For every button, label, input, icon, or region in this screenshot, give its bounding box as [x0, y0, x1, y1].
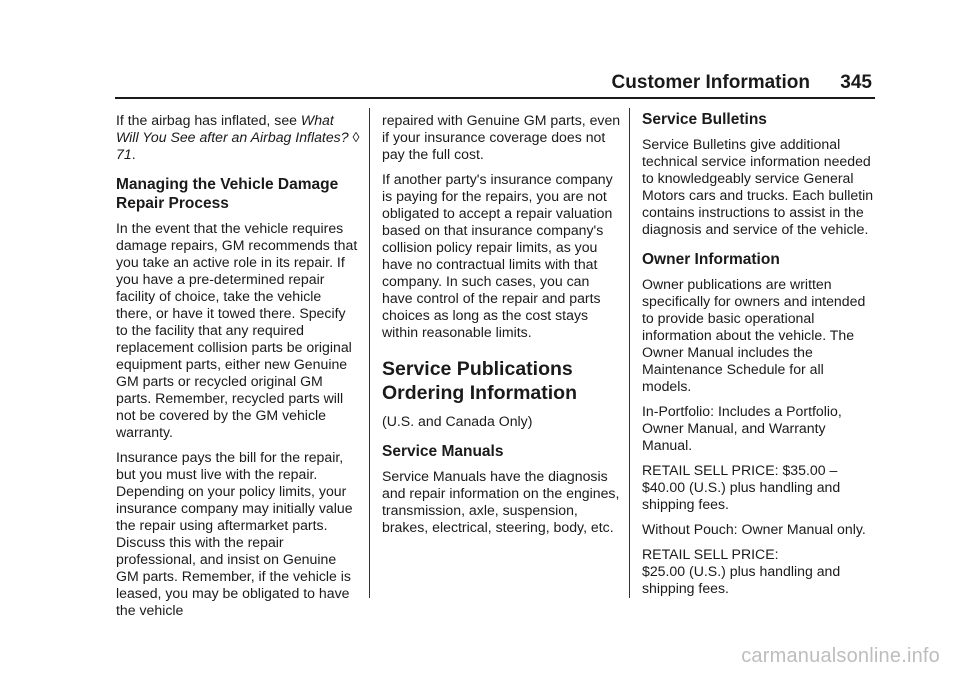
page-ref-number[interactable]: 71 — [116, 146, 132, 162]
paragraph: If another party's insurance company is paying for the repairs, you are not obligated to accept a repair valuation based on that insurance company's collision policy repair limits, as you have no contractual limits with that company. In such cases, you can have control of the repair and parts choices as long as the cost stays within reasonable limits. — [382, 171, 613, 340]
paragraph: Service Bulletins give additional technical service information needed to knowledgeably service General Motors cars and trucks. Each bulletin contains instructions to assist in the diagnosis and service of the vehicle. — [642, 136, 874, 237]
region-note: (U.S. and Canada Only) — [382, 413, 533, 429]
section-heading-damage-repair: Managing the Vehicle Damage Repair Process — [116, 176, 339, 212]
paragraph: Owner publications are written specifically for owners and intended to provide basic operational information about the vehicle. The Owner Manual includes the Maintenance Schedule for all models. — [642, 276, 866, 394]
section-heading-service-publications: Service Publications Ordering Information — [382, 358, 577, 404]
column-divider-1 — [369, 108, 370, 598]
page-title: Customer Information — [611, 72, 810, 93]
page-header — [0, 72, 960, 96]
paragraph: Service Manuals have the diagnosis and repair information on the engines, transmission, axle, suspension, brakes, electrical, steering, body, etc. — [382, 468, 620, 535]
watermark: carmanualsonline.info — [741, 645, 940, 667]
subheading-service-bulletins: Service Bulletins — [642, 111, 767, 128]
subheading-service-manuals: Service Manuals — [382, 443, 504, 460]
intro-paragraph: If the airbag has inflated, see What Will You See after an Airbag Inflates? ◊ 71. — [116, 112, 360, 162]
page-number: 345 — [840, 72, 872, 93]
subheading-owner-information: Owner Information — [642, 251, 780, 268]
paragraph: In the event that the vehicle requires damage repairs, GM recommends that you take an active role in its repair. If you have a pre-determined repair facility of choice, take the vehicle there, or have it towed there. Specify to the facility that any required replacement collision parts be original equipment parts, either new Genuine GM parts or recycled original GM parts. Remember, recycled parts will not be covered by the GM vehicle warranty. — [116, 220, 358, 440]
column-divider-2 — [629, 108, 630, 598]
paragraph: Without Pouch: Owner Manual only. — [642, 521, 866, 537]
paragraph: RETAIL SELL PRICE: $25.00 (U.S.) plus handling and shipping fees. — [642, 546, 841, 596]
column-middle — [382, 110, 622, 544]
paragraph: In-Portfolio: Includes a Portfolio, Owner Manual, and Warranty Manual. — [642, 403, 842, 453]
column-left — [116, 110, 360, 627]
header-rule — [115, 97, 875, 99]
page-ref-icon: ◊ — [352, 129, 360, 145]
paragraph: RETAIL SELL PRICE: $35.00 – $40.00 (U.S.) plus handling and shipping fees. — [642, 462, 841, 512]
cross-reference-link[interactable]: What Will You See after an Airbag Inflates? — [116, 112, 349, 145]
column-right — [642, 110, 874, 605]
paragraph: Insurance pays the bill for the repair, but you must live with the repair. Depending on your policy limits, your insurance company may initially value the repair using aftermarket parts. Discuss this with the repair professional, and insist on Genuine GM parts. Remember, if the vehicle is leased, you may be obligated to have the vehicle — [116, 449, 353, 618]
paragraph: repaired with Genuine GM parts, even if your insurance coverage does not pay the full cost. — [382, 112, 621, 162]
